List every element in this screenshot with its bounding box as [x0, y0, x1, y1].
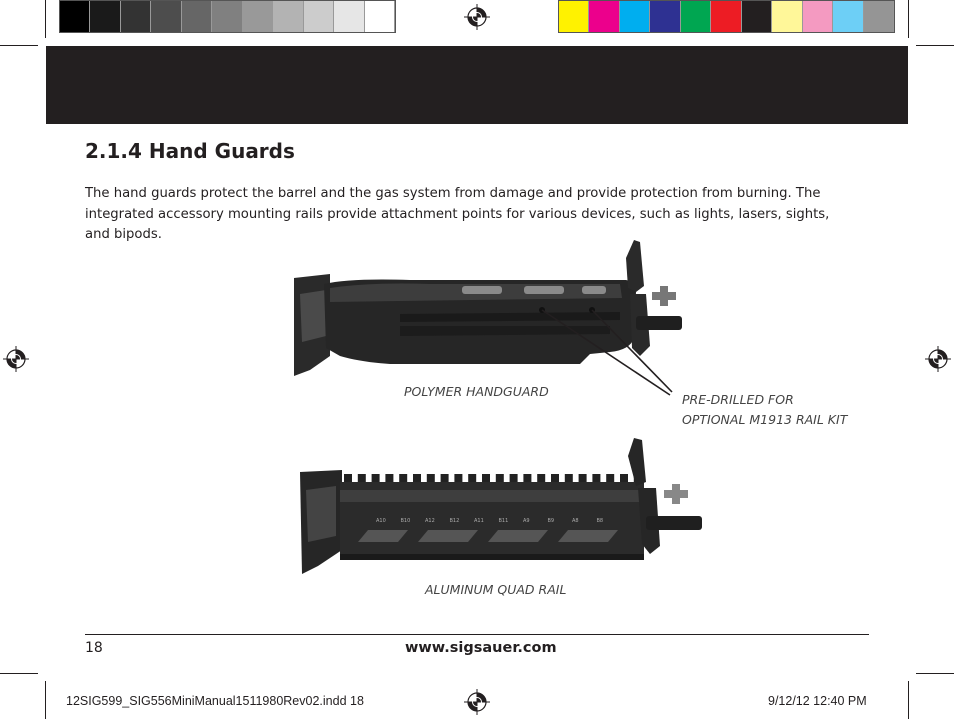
crop-mark — [916, 45, 954, 46]
registration-target-icon — [3, 346, 29, 372]
rail-mark-label: A12 — [425, 518, 435, 524]
crop-mark — [908, 681, 909, 719]
rail-mark-label: A8 — [572, 518, 579, 524]
rail-mark-label: A10 — [376, 518, 386, 524]
page-number: 18 — [85, 640, 103, 656]
color-swatch — [742, 1, 772, 32]
registration-target-icon — [464, 689, 490, 715]
color-swatch — [589, 1, 619, 32]
color-swatch — [711, 1, 741, 32]
color-swatch — [833, 1, 863, 32]
rail-mark-label: B11 — [498, 518, 509, 524]
crop-mark — [0, 673, 38, 674]
predrilled-caption-line2: OPTIONAL M1913 RAIL KIT — [682, 412, 848, 427]
color-swatch — [365, 1, 395, 32]
color-swatch — [212, 1, 242, 32]
color-swatch — [151, 1, 181, 32]
header-band — [46, 46, 908, 124]
color-swatch — [273, 1, 303, 32]
color-swatch — [864, 1, 894, 32]
grayscale-swatch-bar — [59, 0, 396, 33]
color-swatch — [304, 1, 334, 32]
crop-mark — [908, 0, 909, 38]
color-swatch — [334, 1, 364, 32]
rail-mark-label: A9 — [523, 518, 530, 524]
color-swatch — [559, 1, 589, 32]
aluminum-quad-rail-caption: ALUMINUM QUAD RAIL — [425, 582, 567, 597]
crop-mark — [0, 45, 38, 46]
rail-mark-label: B9 — [547, 518, 555, 524]
registration-target-icon — [464, 4, 490, 30]
section-body: The hand guards protect the barrel and the gas system from damage and provide protection from burning. The integrated accessory mounting rails provide attachment points for various devices, such as lights, lasers, sights, and bipods. — [85, 186, 830, 242]
color-swatch — [182, 1, 212, 32]
crop-mark — [916, 673, 954, 674]
color-swatch-bar — [558, 0, 895, 33]
aluminum-quad-rail-image — [298, 436, 708, 578]
rail-mark-label: B12 — [449, 518, 460, 524]
color-swatch — [90, 1, 120, 32]
crop-mark — [45, 0, 46, 38]
predrilled-caption-line1: PRE-DRILLED FOR — [682, 392, 794, 407]
rail-mark-label: A11 — [474, 518, 484, 524]
polymer-handguard-caption: POLYMER HANDGUARD — [404, 384, 549, 399]
crop-mark — [45, 681, 46, 719]
color-swatch — [803, 1, 833, 32]
leader-lines — [530, 300, 680, 400]
color-swatch — [243, 1, 273, 32]
section-title: 2.1.4 Hand Guards — [85, 139, 295, 163]
rail-mark-label: B8 — [596, 518, 604, 524]
website-url: www.sigsauer.com — [405, 640, 557, 656]
rail-mark-label: B10 — [400, 518, 411, 524]
color-swatch — [681, 1, 711, 32]
color-swatch — [121, 1, 151, 32]
slug-datetime: 9/12/12 12:40 PM — [768, 694, 867, 708]
footer-rule — [85, 634, 869, 635]
slug-filename: 12SIG599_SIG556MiniManual1511980Rev02.indd 18 — [66, 694, 364, 708]
color-swatch — [772, 1, 802, 32]
registration-target-icon — [925, 346, 951, 372]
color-swatch — [650, 1, 680, 32]
color-swatch — [620, 1, 650, 32]
color-swatch — [60, 1, 90, 32]
